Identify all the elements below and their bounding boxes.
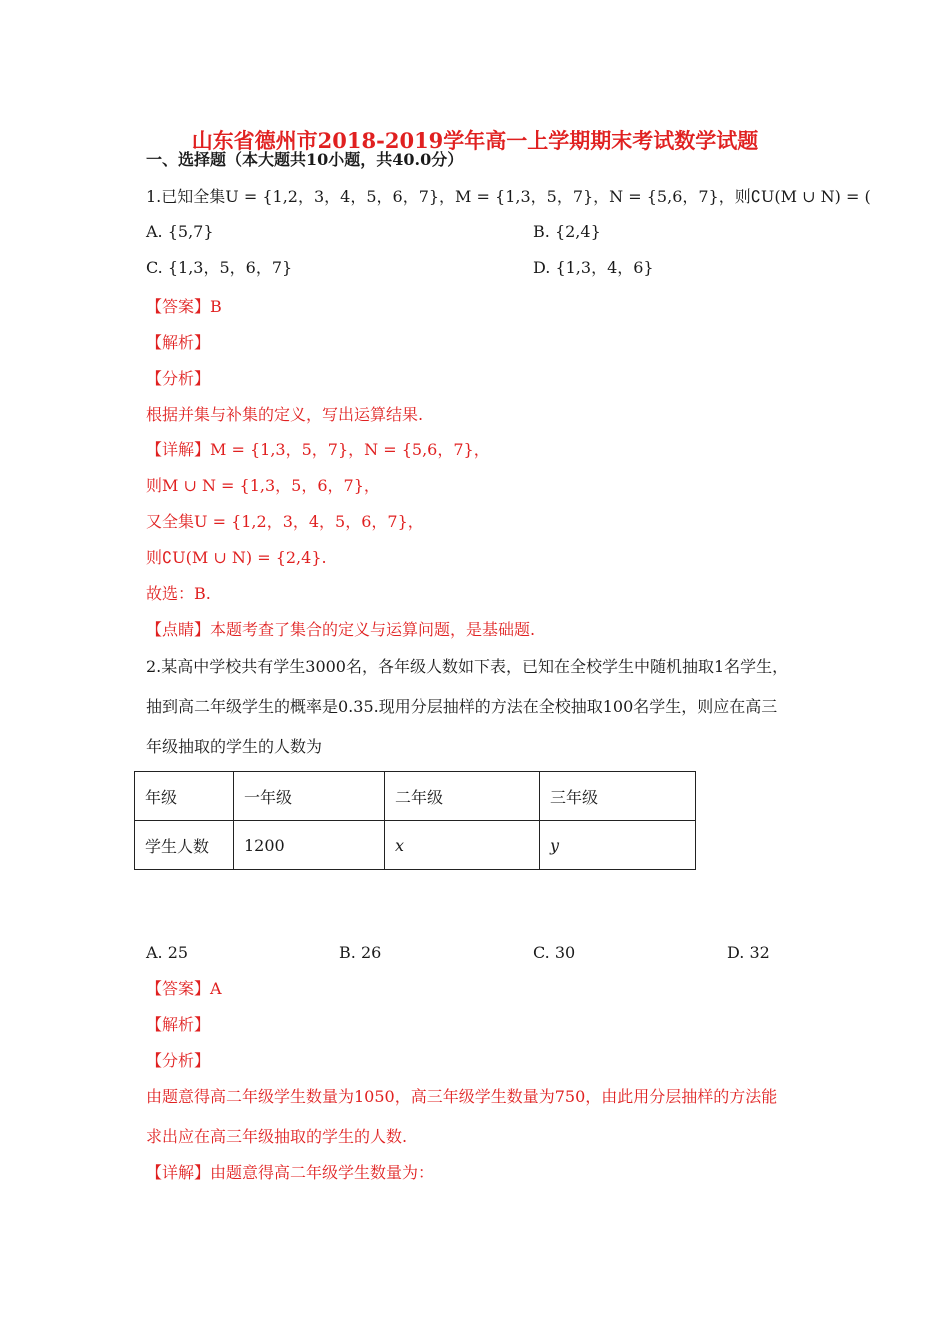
q1-answer: 【答案】B bbox=[146, 297, 222, 316]
q1-choose: 故选：B. bbox=[146, 584, 211, 603]
grade-table bbox=[134, 771, 696, 870]
q2-option-c: C. 30 bbox=[533, 943, 576, 962]
q1-detail-line: 则M ∪ N = {1,3，5，6，7}， bbox=[146, 476, 380, 495]
q1-jiexi: 【解析】 bbox=[146, 333, 211, 352]
q2-detail: 【详解】由题意得高二年级学生数量为： bbox=[146, 1163, 435, 1182]
q1-comment: 【点睛】本题考查了集合的定义与运算问题，是基础题. bbox=[146, 620, 536, 639]
section-heading: 一、选择题（本大题共10小题，共40.0分） bbox=[146, 150, 464, 169]
q2-fenxi-text: 由题意得高二年级学生数量为1050，高三年级学生数量为750，由此用分层抽样的方法能 bbox=[146, 1087, 778, 1106]
q2-fenxi: 【分析】 bbox=[146, 1051, 211, 1070]
q1-detail-line: 【详解】M = {1,3，5，7}，N = {5,6，7}， bbox=[146, 440, 490, 459]
q2-fenxi-text: 求出应在高三年级抽取的学生的人数. bbox=[146, 1127, 408, 1146]
q1-stem-tail: ∁U(M ∪ N) = ( bbox=[750, 187, 871, 206]
q1-detail-line: 又全集U = {1,2，3，4，5，6，7}， bbox=[146, 512, 424, 531]
q1-fenxi-text: 根据并集与补集的定义，写出运算结果. bbox=[146, 405, 424, 424]
table-cell: 三年级 bbox=[540, 772, 696, 821]
q2-answer: 【答案】A bbox=[146, 979, 222, 998]
q1-fenxi: 【分析】 bbox=[146, 369, 211, 388]
page-title: 山东省德州市2018-2019学年高一上学期期末考试数学试题 bbox=[191, 128, 759, 153]
q1-stem bbox=[146, 187, 871, 207]
q2-option-d: D. 32 bbox=[727, 943, 770, 962]
q2-stem-line: 2.某高中学校共有学生3000名，各年级人数如下表，已知在全校学生中随机抽取1名学生， bbox=[146, 657, 789, 676]
q1-stem-prefix: 1.已知全集 bbox=[146, 187, 226, 206]
q1-stem-math: U = {1,2，3，4，5，6，7}，M = {1,3，5，7}，N = {5,6，7}，则 bbox=[225, 187, 751, 206]
q1-option-a: A. {5,7} bbox=[146, 222, 214, 241]
table-row bbox=[135, 821, 696, 870]
q1-option-b: B. {2,4} bbox=[533, 222, 601, 241]
q2-stem-line: 年级抽取的学生的人数为 bbox=[146, 737, 323, 756]
q2-jiexi: 【解析】 bbox=[146, 1015, 211, 1034]
q1-detail-line: 则∁U(M ∪ N) = {2,4}. bbox=[146, 548, 327, 567]
table-cell: 一年级 bbox=[234, 772, 385, 821]
q1-option-d: D. {1,3，4，6} bbox=[533, 258, 654, 277]
q2-option-b: B. 26 bbox=[339, 943, 382, 962]
table-cell: 学生人数 bbox=[135, 821, 234, 870]
table-cell: y bbox=[540, 821, 696, 870]
q2-stem-line: 抽到高二年级学生的概率是0.35.现用分层抽样的方法在全校抽取100名学生，则应在高三 bbox=[146, 697, 778, 716]
table-cell: x bbox=[385, 821, 540, 870]
table-cell: 1200 bbox=[234, 821, 385, 870]
q2-option-a: A. 25 bbox=[146, 943, 189, 962]
table-row bbox=[135, 772, 696, 821]
table-cell: 二年级 bbox=[385, 772, 540, 821]
q1-option-c: C. {1,3，5，6，7} bbox=[146, 258, 293, 277]
table-cell: 年级 bbox=[135, 772, 234, 821]
